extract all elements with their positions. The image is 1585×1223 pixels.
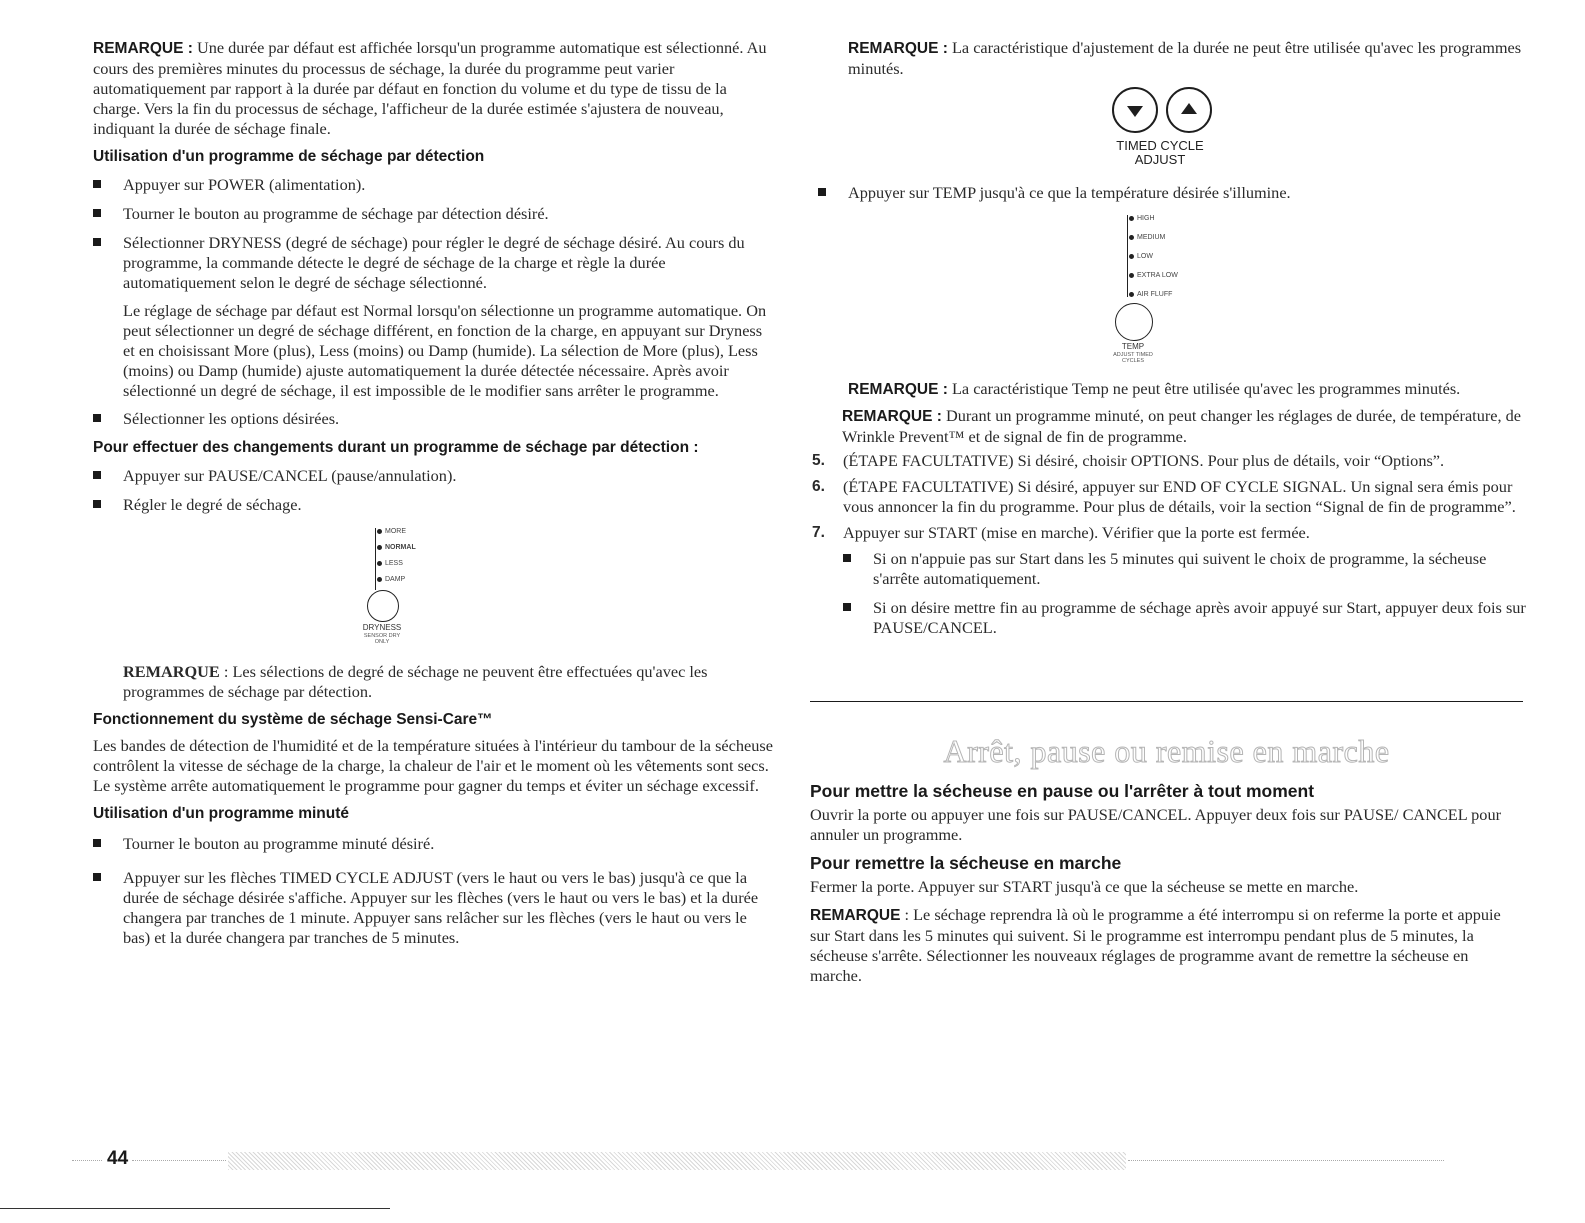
- note-restart: REMARQUE : Le séchage reprendra là où le programme a été interrompu si on referme la porte et appuie sur Start dans les 5 minutes qui suivent. Si le programme est interrompu pendant plus de 5 minutes, la sécheuse s'arrête. Sélectionner les nouveaux réglages de programme avant de remettre la sécheuse en marche.: [810, 905, 1501, 985]
- arrow-down-icon: [1112, 87, 1158, 133]
- sensor-paragraph: Le réglage de séchage par défaut est Normal lorsqu'on sélectionne un programme automatique. On peut sélectionner un degré de séchage différent, en fonction de la charge, en appuyant sur Dryness et en choisissant More (plus), Less (moins) ou Damp (humide). La sélection de More (plus), Less (moins) ou Damp (humide) ajuste automatiquement la durée détectée nécessaire. Après avoir sélectionné un degré de séchage, il est impossible de le modifier sans arrêter le programme.: [123, 301, 767, 400]
- pause-text: Ouvrir la porte ou appuyer une fois sur PAUSE/CANCEL. Appuyer deux fois sur PAUSE/ CANCEL pour annuler un programme.: [810, 805, 1502, 844]
- heading-sensicare: Fonctionnement du système de séchage Sensi-Care™: [93, 711, 493, 728]
- temp-sublabel: ADJUST TIMED: [1113, 352, 1153, 358]
- arrow-up-icon: [1166, 87, 1212, 133]
- dial-bar: [375, 528, 376, 590]
- dial-bar: [1127, 215, 1128, 297]
- dial-option-less: LESS: [377, 560, 403, 567]
- note-timed-changes: REMARQUE : Durant un programme minuté, on peut changer les réglages de durée, de température, de Wrinkle Prevent™ et de signal de fin de programme.: [842, 406, 1522, 446]
- list-item: Sélectionner les options désirées.: [93, 409, 773, 429]
- section-divider: [810, 701, 1523, 702]
- list-item: 5. (ÉTAPE FACULTATIVE) Si désiré, choisir OPTIONS. Pour plus de détails, voir “Options”.: [812, 451, 1445, 470]
- left-column: [93, 38, 773, 957]
- list-item: Si on n'appuie pas sur Start dans les 5 minutes qui suivent le choix de programme, la sécheuse s'arrête automatiquement.: [843, 549, 1526, 589]
- heading-sensor-cycle: Utilisation d'un programme de séchage par détection: [93, 148, 485, 165]
- timed-cycle-adjust-graphic: [1090, 87, 1230, 185]
- dial-option-low: LOW: [1129, 253, 1153, 260]
- note-dryness: REMARQUE : Les sélections de degré de séchage ne peuvent être effectuées qu'avec les programmes de séchage par détection.: [123, 662, 708, 701]
- list-item: 6. (ÉTAPE FACULTATIVE) Si désiré, appuyer sur END OF CYCLE SIGNAL. Un signal sera émis pour vous annoncer la fin du programme. Pour plus de détails, voir la section “Signal de fin de programme”.: [812, 477, 1516, 516]
- section-title: Arrêt, pause ou remise en marche: [943, 733, 1390, 769]
- dryness-knob: [367, 590, 399, 622]
- dial-option-damp: DAMP: [377, 576, 405, 583]
- footer-dots: [72, 1160, 102, 1161]
- heading-restart: Pour remettre la sécheuse en marche: [810, 853, 1122, 873]
- right-column: [812, 38, 1526, 647]
- numbered-steps: [812, 451, 1526, 638]
- sensicare-paragraph: Les bandes de détection de l'humidité et de la température situées à l'intérieur du tambour de la sécheuse contrôlent la vitesse de séchage de la charge, la chaleur de l'air et le moment où les vêtements sont secs. Le système arrête automatiquement le programme pour gagner du temps et éviter un séchage excessif.: [93, 736, 773, 795]
- pause-restart-section: [810, 781, 1523, 986]
- footer-hatch-band: [228, 1152, 1126, 1170]
- list-item: Appuyer sur POWER (alimentation).: [93, 175, 773, 195]
- temp-sublabel: CYCLES: [1121, 358, 1144, 364]
- dial-option-medium: MEDIUM: [1129, 234, 1165, 241]
- temp-label: TEMP: [1121, 342, 1145, 351]
- note-timed-adjust: REMARQUE : La caractéristique d'ajustement de la durée ne peut être utilisée qu'avec les programmes minutés.: [848, 38, 1522, 78]
- dryness-label: DRYNESS: [362, 623, 402, 632]
- heading-changes: Pour effectuer des changements durant un programme de séchage par détection :: [93, 439, 699, 456]
- footer-dots: [1128, 1160, 1444, 1161]
- list-item: Tourner le bouton au programme de séchage par détection désiré.: [93, 204, 773, 224]
- footer-dots: [132, 1160, 226, 1161]
- list-item: Appuyer sur les flèches TIMED CYCLE ADJUST (vers le haut ou vers le bas) jusqu'à ce que la durée de séchage désirée s'affiche. Appuyer sur les flèches (vers le haut ou vers le bas) et la durée changera par tranches de 1 minute. Appuyer sans relâcher sur les flèches (vers le haut ou vers le bas) et la durée changera par tranches de 5 minutes.: [93, 868, 773, 948]
- heading-pause: Pour mettre la sécheuse en pause ou l'arrêter à tout moment: [810, 781, 1315, 801]
- note-temp: REMARQUE : La caractéristique Temp ne peut être utilisée qu'avec les programmes minutés.: [848, 379, 1461, 398]
- list-item: Appuyer sur TEMP jusqu'à ce que la température désirée s'illumine.: [818, 183, 1526, 203]
- list-item: Appuyer sur PAUSE/CANCEL (pause/annulation).: [93, 466, 773, 486]
- page-number: 44: [107, 1148, 129, 1169]
- list-item: Tourner le bouton au programme minuté désiré.: [93, 834, 773, 854]
- dial-option-more: MORE: [377, 528, 406, 535]
- list-item: Régler le degré de séchage.: [93, 495, 773, 515]
- dial-option-air-fluff: AIR FLUFF: [1129, 291, 1172, 298]
- dial-option-extra-low: EXTRA LOW: [1129, 272, 1178, 279]
- dial-option-normal: NORMAL: [377, 544, 416, 551]
- list-item: Si on désire mettre fin au programme de séchage après avoir appuyé sur Start, appuyer deux fois sur PAUSE/CANCEL.: [843, 598, 1526, 638]
- temp-knob: [1115, 303, 1153, 341]
- sensor-steps-list: [93, 175, 773, 293]
- note-default-duration: REMARQUE : Une durée par défaut est affichée lorsqu'un programme automatique est sélectionné. Au cours des premières minutes du processus de séchage, la durée du programme peut varier automatiquement par rapport à la durée par défaut en fonction du volume et du type de tissu de la charge. Vers la fin du processus de séchage, l'afficheur de la durée estimée s'ajustera de nouveau, indiquant la durée de séchage finale.: [93, 38, 767, 138]
- heading-timed-cycle: Utilisation d'un programme minuté: [93, 805, 350, 822]
- dryness-sublabel: ONLY: [374, 639, 390, 645]
- dryness-dial: [362, 524, 445, 656]
- list-item: Sélectionner DRYNESS (degré de séchage) pour régler le degré de séchage désiré. Au cours du programme, la commande détecte le degré de séchage de la charge et règle la durée automatiquement selon le degré de séchage sélectionné.: [93, 233, 773, 293]
- page-edge-line: [0, 1208, 390, 1209]
- restart-text: Fermer la porte. Appuyer sur START jusqu'à ce que la sécheuse se mette en marche.: [810, 877, 1359, 896]
- temp-dial: [1113, 213, 1209, 375]
- dryness-sublabel: SENSOR DRY: [363, 633, 401, 639]
- dial-option-high: HIGH: [1129, 215, 1155, 222]
- list-item: 7. Appuyer sur START (mise en marche). Vérifier que la porte est fermée. Si on n'appuie pas sur Start dans les 5 minutes qui suivent le choix de programme, la sécheuse s'arrête automatiquement. Si on désire mettre fin au programme de séchage après avoir appuyé sur Start, appuyer deux fois sur PAUSE/CANCEL.: [812, 523, 1526, 637]
- timed-cycle-adjust-label: TIMED CYCLE ADJUST: [1116, 138, 1204, 167]
